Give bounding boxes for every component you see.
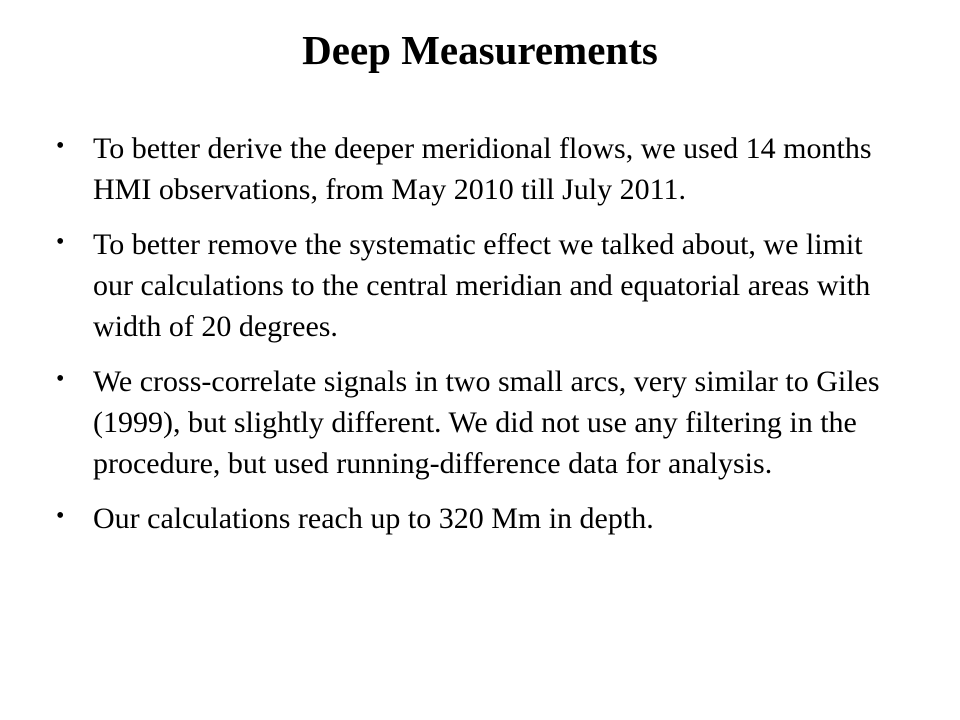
slide-title: Deep Measurements	[302, 27, 658, 73]
bullet-text: Our calculations reach up to 320 Mm in depth.	[93, 502, 654, 535]
bullet-text: To better derive the deeper meridional flows, we used 14 months HMI observations, from May 2010 till July 2011.	[93, 132, 872, 206]
bullet-text: To better remove the systematic effect we talked about, we limit our calculations to the central meridian and equatorial areas with width of 20 degrees.	[93, 228, 871, 343]
bullet-item	[56, 361, 906, 484]
bullet-icon: •	[56, 503, 65, 529]
bullet-icon: •	[56, 366, 65, 392]
bullet-item	[56, 224, 906, 347]
bullet-item	[56, 128, 906, 210]
bullet-list	[56, 128, 906, 553]
bullet-item	[56, 498, 906, 539]
bullet-icon: •	[56, 229, 65, 255]
bullet-icon: •	[56, 133, 65, 159]
bullet-text: We cross-correlate signals in two small arcs, very similar to Giles (1999), but slightly different. We did not use any filtering in the procedure, but used running-difference data for analysis.	[93, 365, 880, 480]
